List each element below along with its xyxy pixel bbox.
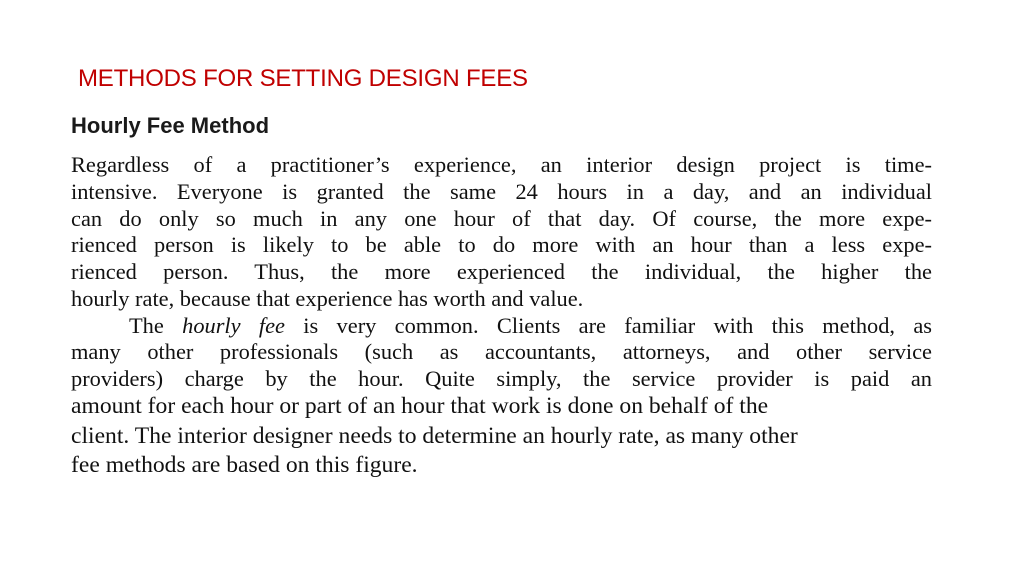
paragraph-1-line: can do only so much in any one hour of that day. Of course, the more expe- xyxy=(71,205,932,231)
hourly-fee-term: hourly fee xyxy=(182,312,285,338)
paragraph-1-line: rienced person is likely to be able to do more with an hour than a less expe- xyxy=(71,232,932,258)
book-excerpt xyxy=(71,112,951,481)
paragraph-1-line: rienced person. Thus, the more experienced the individual, the higher the xyxy=(71,259,932,285)
paragraph-1-line: intensive. Everyone is granted the same 24 hours in a day, and an individual xyxy=(71,178,932,204)
paragraph-2-continuation xyxy=(71,392,951,481)
paragraph-1-line: hourly rate, because that experience has worth and value. xyxy=(71,285,584,311)
paragraph-1-line: Regardless of a practitioner’s experience, an interior design project is time- xyxy=(71,152,932,177)
paragraph-2-line1-rest: is very common. Clients are familiar with this method, as xyxy=(285,312,932,338)
paragraph-2-line: many other professionals (such as accountants, attorneys, and other service xyxy=(71,338,932,364)
paragraph-3-line: client. The interior designer needs to determine an hourly rate, as many other xyxy=(71,422,798,449)
paragraph-1 xyxy=(71,152,932,313)
paragraph-2-intro: The xyxy=(129,312,183,338)
paragraph-2-first-line xyxy=(71,313,932,339)
paragraph-2-line: providers) charge by the hour. Quite simply, the service provider is paid an xyxy=(71,365,932,391)
paragraph-3-line: amount for each hour or part of an hour that work is done on behalf of the xyxy=(71,393,769,420)
paragraph-3-line: fee methods are based on this figure. xyxy=(71,452,418,479)
section-heading: Hourly Fee Method xyxy=(71,113,270,138)
paragraph-2 xyxy=(71,313,932,393)
slide-title: METHODS FOR SETTING DESIGN FEES xyxy=(78,65,528,92)
